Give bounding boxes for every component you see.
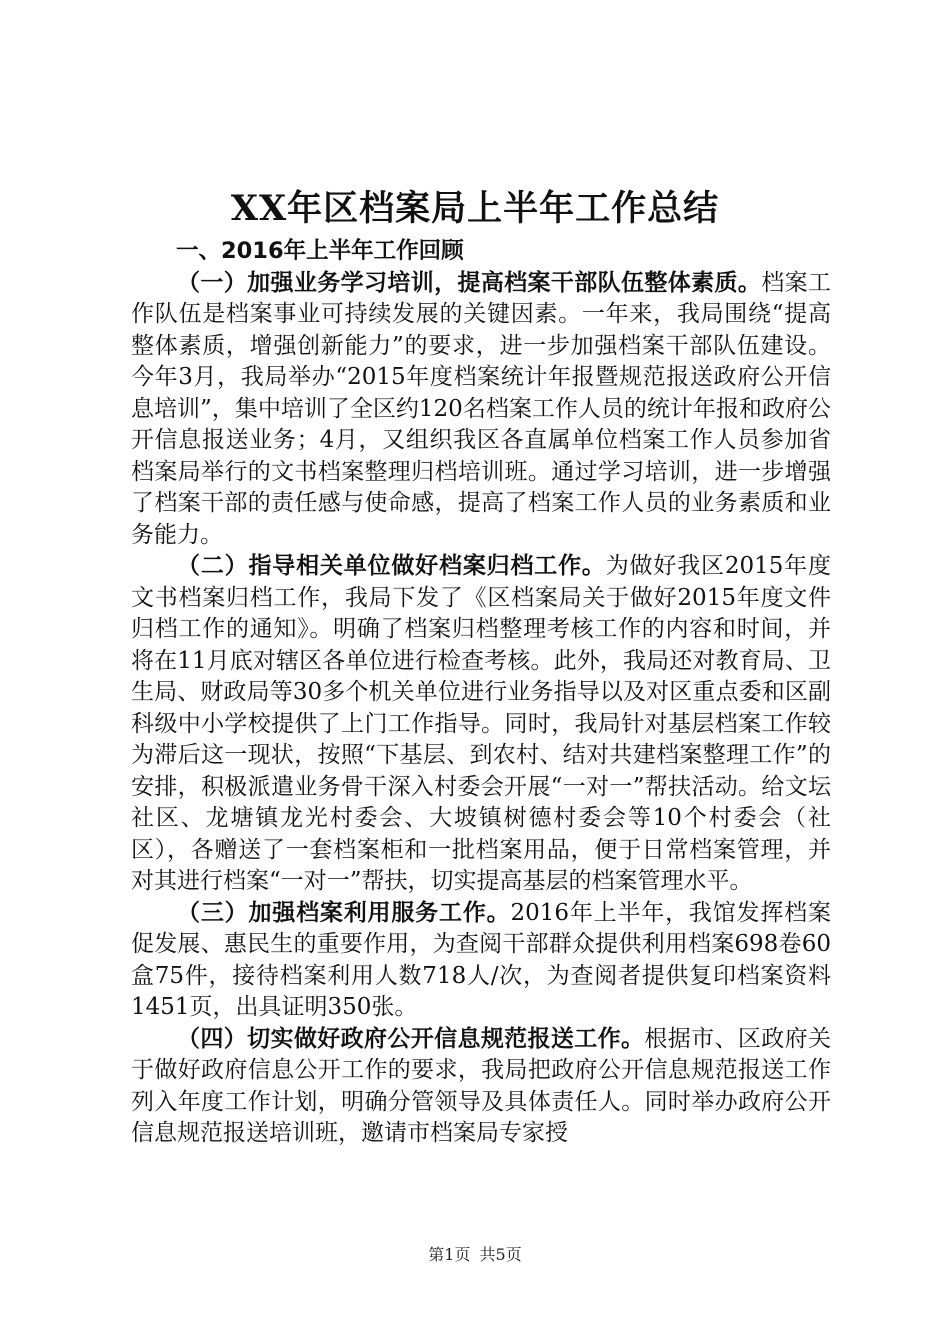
- paragraph-heading: （四）切实做好政府公开信息规范报送工作。: [177, 1025, 645, 1052]
- paragraph-4: [131, 1024, 831, 1150]
- paragraph-2: [131, 551, 831, 898]
- page-footer: [0, 1243, 950, 1267]
- paragraph-text: 2016年上半年，我馆发挥档案促发展、惠民生的重要作用，为查阅干部群众提供利用档案698卷60盒75件，接待档案利用人数718人/次，为查阅者提供复印档案资料1451页，出具证明350张。: [131, 899, 832, 1020]
- paragraph-1: [131, 268, 831, 552]
- page-number: 第1页: [428, 1245, 471, 1264]
- section-heading: 一、2016年上半年工作回顾: [176, 238, 464, 264]
- paragraph-3: [131, 898, 831, 1024]
- page-total: 共5页: [479, 1245, 522, 1264]
- paragraph-text: 根据市、区政府关于做好政府信息公开工作的要求，我局把政府公开信息规范报送工作列入年度工作计划，明确分管领导及具体责任人。同时举办政府公开信息规范报送培训班，邀请市档案局专家授: [131, 1025, 832, 1146]
- paragraph-heading: （一）加强业务学习培训，提高档案干部队伍整体素质。: [177, 269, 762, 296]
- document-title: XX年区档案局上半年工作总结: [230, 188, 720, 229]
- paragraph-text: 为做好我区2015年度文书档案归档工作，我局下发了《区档案局关于做好2015年度文件归档工作的通知》。明确了档案归档整理考核工作的内容和时间，并将在11月底对辖区各单位进行检查考核。此外，我局还对教育局、卫生局、财政局等30多个机关单位进行业务指导以及对区重点委和区副科级中小学校提供了上门工作指导。同时，我局针对基层档案工作较为滞后这一现状，按照“下基层、到农村、结对共建档案整理工作”的安排，积极派遣业务骨干深入村委会开展“一对一”帮扶活动。给文坛社区、龙塘镇龙光村委会、大坡镇树德村委会等10个村委会（社区），各赠送了一套档案柜和一批档案用品，便于日常档案管理，并对其进行档案“一对一”帮扶，切实提高基层的档案管理水平。: [131, 553, 831, 894]
- document-body: [131, 236, 831, 1150]
- paragraph-text: 档案工作队伍是档案事业可持续发展的关键因素。一年来，我局围绕“提高整体素质，增强创新能力”的要求，进一步加强档案干部队伍建设。今年3月，我局举办“2015年度档案统计年报暨规范报送政府公开信息培训”，集中培训了全区约120名档案工作人员的统计年报和政府公开信息报送业务；4月，又组织我区各直属单位档案工作人员参加省档案局举行的文书档案整理归档培训班。通过学习培训，进一步增强了档案干部的责任感与使命感，提高了档案工作人员的业务素质和业务能力。: [131, 269, 832, 548]
- paragraph-heading: （二）指导相关单位做好档案归档工作。: [177, 553, 606, 579]
- paragraph-heading: （三）加强档案利用服务工作。: [177, 899, 511, 926]
